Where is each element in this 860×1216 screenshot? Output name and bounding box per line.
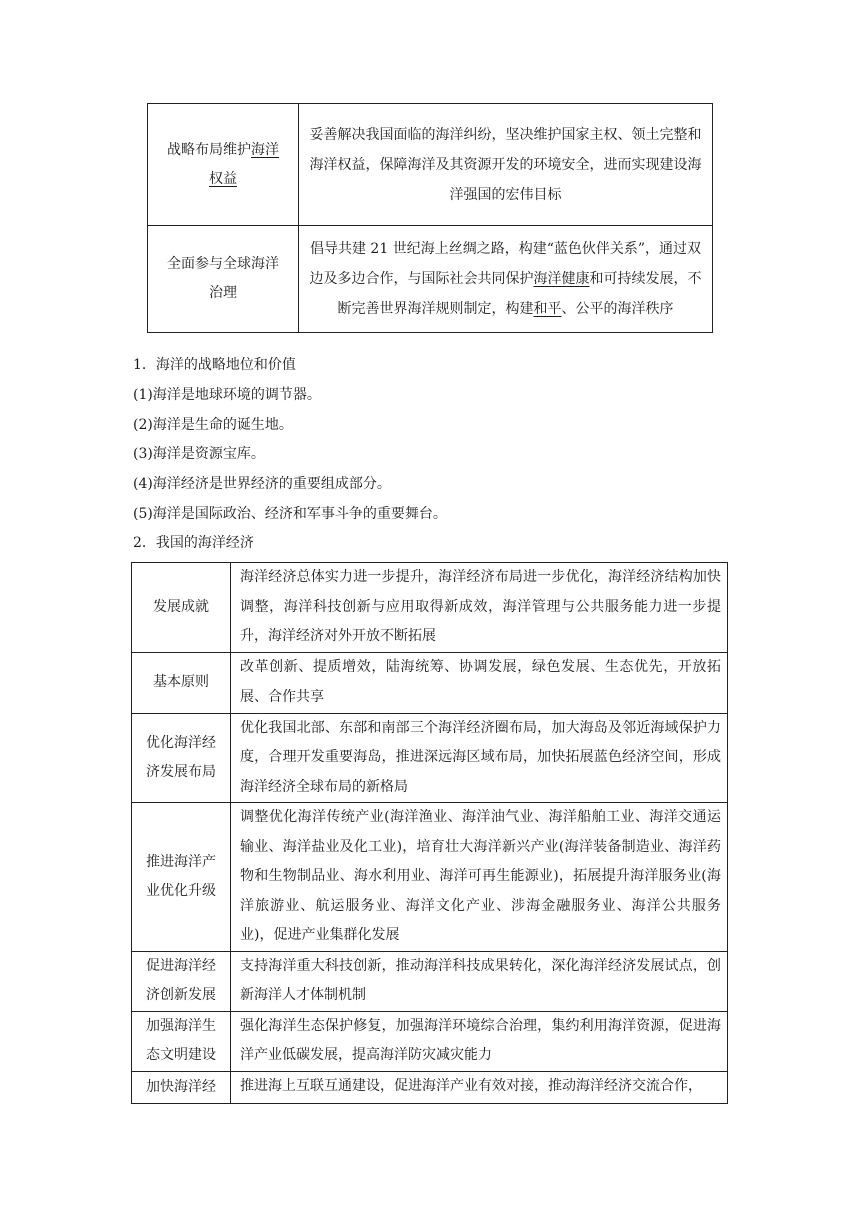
table-row [132, 652, 728, 713]
header-text: 优化海洋经 [146, 734, 216, 751]
content-text: 、公平的海洋秩序 [561, 301, 674, 317]
row-content: 强化海洋生态保护修复，加强海洋环境综合治理，集约利用海洋资源，促进海洋产业低碳发展，提高海洋防灾减灾能力 [231, 1011, 728, 1071]
list-item: (4)海洋经济是世界经济的重要组成部分。 [133, 476, 391, 492]
row-content: 妥善解决我国面临的海洋纠纷，坚决维护国家主权、领土完整和海洋权益，保障海洋及其资源开发的环境安全，进而实现建设海洋强国的宏伟目标 [299, 104, 713, 226]
row-header [132, 1071, 231, 1103]
header-text: 发展成就 [153, 598, 209, 615]
list-item: (1)海洋是地球环境的调节器。 [133, 387, 321, 403]
underlined-term: 海洋 [251, 141, 279, 158]
table-row [148, 226, 713, 333]
table-row [132, 713, 728, 803]
row-content [299, 226, 713, 333]
row-header [132, 652, 231, 713]
section-title: 1．海洋的战略地位和价值 [133, 357, 296, 373]
row-content: 优化我国北部、东部和南部三个海洋经济圈布局，加大海岛及邻近海域保护力度，合理开发重要海岛，推进深远海区域布局，加快拓展蓝色经济空间，形成海洋经济全球布局的新格局 [231, 713, 728, 803]
underlined-term: 权益 [209, 170, 237, 187]
marine-economy-table [131, 562, 728, 1104]
row-content: 改革创新、提质增效，陆海统筹、协调发展，绿色发展、生态优先，开放拓展、合作共享 [231, 652, 728, 713]
header-text: 战略布局维护 [167, 141, 251, 158]
header-text: 全面参与全球海洋 [167, 256, 279, 272]
table-row [132, 951, 728, 1011]
header-text: 加强海洋生 [146, 1018, 216, 1034]
row-content: 海洋经济总体实力进一步提升，海洋经济布局进一步优化，海洋经济结构加快调整，海洋科技创新与应用取得新成效，海洋管理与公共服务能力进一步提升，海洋经济对外开放不断拓展 [231, 563, 728, 653]
header-text: 促进海洋经 [146, 958, 216, 974]
underlined-term: 和平 [533, 301, 562, 317]
row-content: 调整优化海洋传统产业(海洋渔业、海洋油气业、海洋船舶工业、海洋交通运输业、海洋盐业及化工业)，培育壮大海洋新兴产业(海洋装备制造业、海洋药物和生物制品业、海水利用业、海洋可再生能源业)，拓展提升海洋服务业(海洋旅游业、航运服务业、海洋文化产业、涉海金融服务业、海洋公共服务业)，促进产业集群化发展 [231, 803, 728, 952]
content-text: 和可持续发展，不断完善世界海洋规则制定，构建 [337, 271, 702, 317]
header-text: 治理 [209, 285, 237, 301]
table-row [132, 1011, 728, 1071]
row-content: 支持海洋重大科技创新，推动海洋科技成果转化，深化海洋经济发展试点，创新海洋人才体制机制 [231, 951, 728, 1011]
table-row [148, 104, 713, 226]
row-header [132, 951, 231, 1011]
row-content: 推进海上互联互通建设，促进海洋产业有效对接，推动海洋经济交流合作， [231, 1071, 728, 1103]
header-text: 推进海洋产 [146, 853, 216, 870]
row-header [132, 1011, 231, 1071]
table-row [132, 563, 728, 653]
header-text: 基本原则 [153, 674, 209, 690]
row-header [132, 563, 231, 653]
header-text: 济创新发展 [146, 987, 216, 1003]
header-text: 态文明建设 [146, 1047, 216, 1063]
row-header [132, 713, 231, 803]
row-header [132, 803, 231, 952]
strategy-table [147, 103, 713, 333]
header-text: 加快海洋经 [146, 1078, 216, 1095]
section-title: 2．我国的海洋经济 [133, 535, 254, 551]
header-text: 业优化升级 [146, 882, 216, 899]
row-header [148, 104, 299, 226]
list-item: (3)海洋是资源宝库。 [133, 446, 265, 462]
header-text: 济发展布局 [146, 763, 216, 780]
table-row [132, 803, 728, 952]
list-item: (5)海洋是国际政治、经济和军事斗争的重要舞台。 [133, 506, 447, 522]
table-row [132, 1071, 728, 1103]
row-header [148, 226, 299, 333]
underlined-term: 海洋健康 [533, 271, 590, 287]
list-item: (2)海洋是生命的诞生地。 [133, 417, 293, 433]
content-text: 倡导共建 21 世纪海上丝绸之路，构建“蓝色伙伴关系”，通过双边及多边合作，与国际社会共同保护 [309, 241, 702, 287]
